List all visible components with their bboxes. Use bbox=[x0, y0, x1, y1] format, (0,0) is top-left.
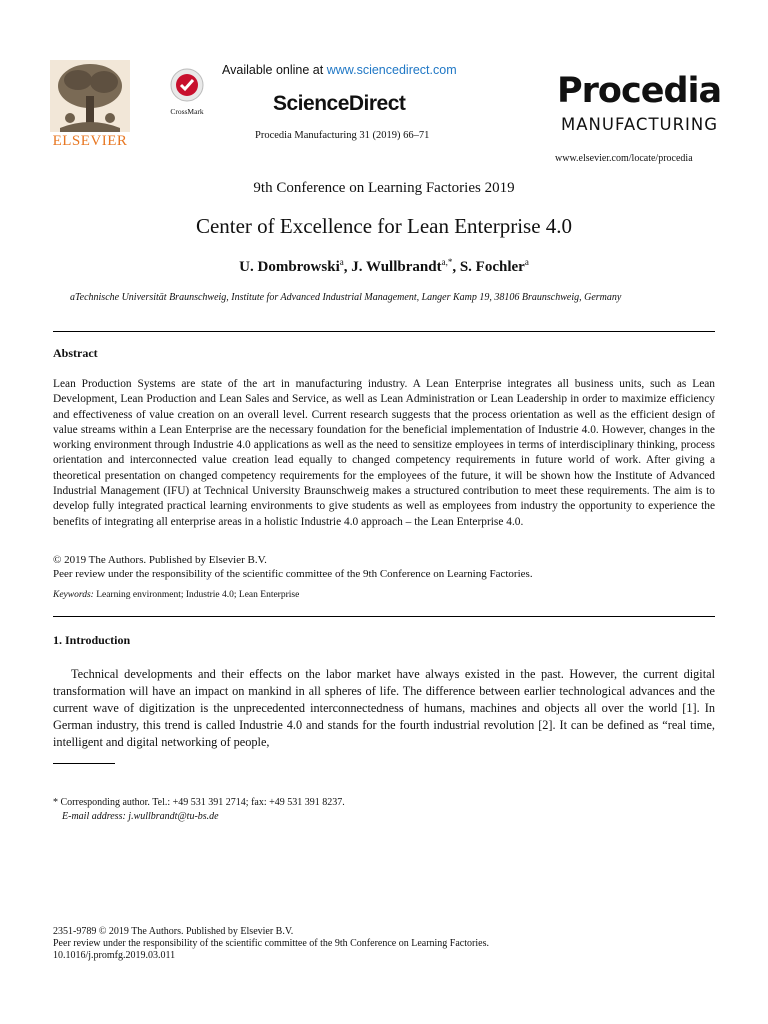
issn-line: 2351-9789 © 2019 The Authors. Published by Elsevier B.V. bbox=[53, 926, 294, 937]
divider bbox=[53, 616, 715, 617]
publisher-name: ELSEVIER bbox=[52, 133, 128, 149]
copyright-line: © 2019 The Authors. Published by Elsevier B.V. bbox=[53, 554, 267, 566]
divider bbox=[53, 331, 715, 332]
affiliation: aTechnische Universität Braunschweig, Institute for Advanced Industrial Management, Langer Kamp 19, 38106 Braunschweig, Germany bbox=[70, 292, 622, 303]
author-list: U. Dombrowski$^a$, J. Wullbrandt$^{a,*}$, S. Fochler$^a$ bbox=[239, 257, 529, 275]
author-affiliation-mark: a bbox=[524, 257, 529, 267]
introduction-text: Technical developments and their effects on the labor market have always existed in the past. However, the current digital transformation will have an impact on mankind in all spheres of life. The difference between earlier technological advances and the current wave of digitization is the unprecedented interconnectedness of humans, machines and objects all over the world [1]. In German industry, this trend is called Industrie 4.0 and stands for the fourth industrial revolution [2]. It can be defined as “real time, intelligent and digital networking of people, bbox=[53, 667, 715, 749]
corresponding-author-footnote: * Corresponding author. Tel.: +49 531 391 2714; fax: +49 531 391 8237. bbox=[53, 797, 345, 808]
journal-logo-manufacturing: MANUFACTURING bbox=[561, 115, 719, 134]
abstract-heading: Abstract bbox=[53, 346, 98, 360]
sciencedirect-link[interactable]: www.sciencedirect.com bbox=[326, 63, 457, 77]
page-footer bbox=[53, 926, 489, 962]
journal-reference: Procedia Manufacturing 31 (2019) 66–71 bbox=[255, 130, 430, 141]
footer-peer-review: Peer review under the responsibility of the scientific committee of the 9th Conference on Learning Factories. bbox=[53, 938, 489, 949]
author-name: U. Dombrowski bbox=[239, 259, 340, 275]
peer-review-line: Peer review under the responsibility of the scientific committee of the 9th Conference on Learning Factories. bbox=[53, 568, 533, 580]
platform-name: ScienceDirect bbox=[273, 92, 406, 115]
availability-line bbox=[222, 63, 457, 77]
availability-prefix: Available online at bbox=[222, 63, 327, 77]
keywords bbox=[53, 590, 299, 600]
abstract-text: Lean Production Systems are state of the art in manufacturing industry. A Lean Enterprise integrates all business units, such as Lean Development, Lean Production and Lean Sales and Service, as well as Lean Administration or Lean Leadership in order to maximize efficiency and effectiveness of value creation on an overall level. Current research suggests that the process orientation as well as the efficient design of value streams within a Lean Enterprise are the necessary foundation for the beneficial implementation of Industrie 4.0. However, changes in the working environment through Industrie 4.0 applications as well as the need to sensitize employees in terms of interdisciplinary thinking, process orientation and interconnected value creation lead equally to changed competency requirements in future world of work. After giving a theoretical presentation on changed competency requirements for the employees of the future, it will be shown how the Institute of Advanced Industrial Management (IFU) at Technical University Braunschweig makes a structured contribution to meet these requirements. The aim is to develop fully integrated practical learning environments to give students as well as employees from industry the opportunity to experience the benefits of integrating all enterprise areas in a holistic Industrie 4.0 approach – the Lean Enterprise 4.0. bbox=[53, 378, 715, 528]
keywords-label: Keywords: bbox=[53, 590, 94, 600]
keywords-list: Learning environment; Industrie 4.0; Lean Enterprise bbox=[93, 590, 300, 600]
author-name: J. Wullbrandt bbox=[351, 259, 442, 275]
doi[interactable]: 10.1016/j.promfg.2019.03.011 bbox=[53, 950, 176, 961]
footnote-separator bbox=[53, 763, 115, 764]
introduction-heading: 1. Introduction bbox=[53, 633, 131, 647]
crossmark-icon[interactable] bbox=[170, 68, 204, 102]
journal-logo-procedia: Procedia bbox=[557, 71, 722, 111]
abstract-copyright bbox=[53, 553, 533, 581]
author-affiliation-mark: a,* bbox=[441, 257, 453, 267]
author-affiliation-mark: a bbox=[339, 257, 344, 267]
crossmark-label: CrossMark bbox=[170, 107, 204, 116]
journal-url[interactable]: www.elsevier.com/locate/procedia bbox=[555, 153, 693, 164]
paper-title: Center of Excellence for Lean Enterprise 4.0 bbox=[195, 214, 573, 238]
conference-name: 9th Conference on Learning Factories 2019 bbox=[253, 180, 515, 196]
author-name: S. Fochler bbox=[459, 259, 525, 275]
email-footnote[interactable]: E-mail address: j.wullbrandt@tu-bs.de bbox=[62, 811, 219, 822]
